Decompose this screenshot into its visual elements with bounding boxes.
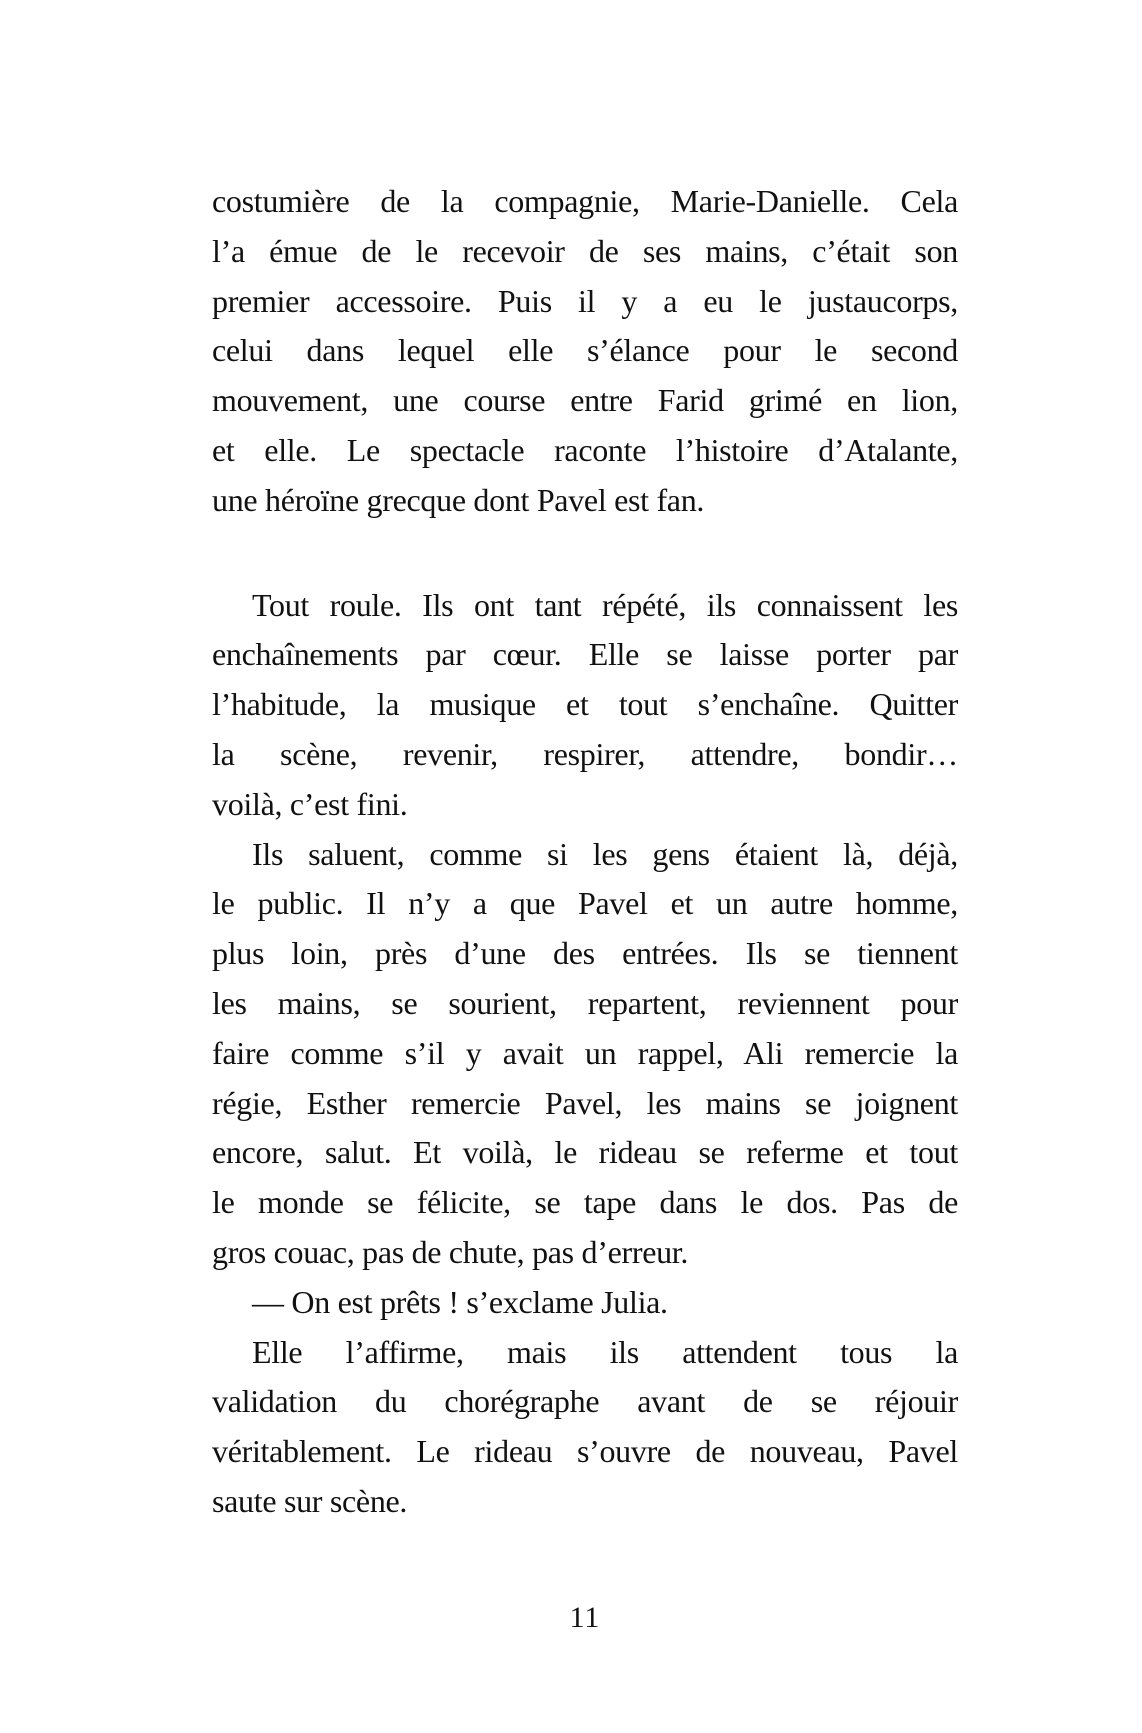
text-line: les mains, se sourient, repartent, reviennent pour [212,984,958,1021]
text-line: premier accessoire. Puis il y a eu le justaucorps, [212,282,958,319]
text-line: encore, salut. Et voilà, le rideau se referme et tout [212,1134,958,1171]
paragraph [212,1328,958,1527]
text-line: le public. Il n’y a que Pavel et un autre homme, [212,885,958,922]
paragraph [212,1278,958,1328]
text-line: voilà, c’est fini. [212,785,408,822]
text-line: et elle. Le spectacle raconte l’histoire d’Atalante, [212,431,958,468]
paragraph [212,830,958,1278]
text-line: le monde se félicite, se tape dans le dos. Pas de [212,1184,958,1221]
paragraph [212,177,958,526]
text-line: véritablement. Le rideau s’ouvre de nouveau, Pavel [212,1433,958,1470]
text-line: validation du chorégraphe avant de se réjouir [212,1383,958,1420]
page-number: 11 [569,1601,601,1634]
text-line: l’a émue de le recevoir de ses mains, c’était son [212,232,958,269]
text-line: Tout roule. Ils ont tant répété, ils connaissent les [252,586,958,623]
text-line: plus loin, près d’une des entrées. Ils se tiennent [212,935,958,972]
paragraph [212,581,958,830]
text-line: Ils saluent, comme si les gens étaient là, déjà, [252,835,958,872]
text-line: une héroïne grecque dont Pavel est fan. [212,481,705,518]
text-line: — On est prêts ! s’exclame Julia. [252,1283,668,1320]
text-block [212,177,958,1527]
text-line: la scène, revenir, respirer, attendre, bondir… [212,735,958,772]
text-line: mouvement, une course entre Farid grimé en lion, [212,382,958,419]
text-line: faire comme s’il y avait un rappel, Ali remercie la [212,1034,958,1071]
text-line: saute sur scène. [212,1482,408,1519]
text-line: régie, Esther remercie Pavel, les mains se joignent [212,1084,958,1121]
text-line: Elle l’affirme, mais ils attendent tous la [252,1333,958,1370]
text-line: gros couac, pas de chute, pas d’erreur. [212,1233,689,1270]
text-line: enchaînements par cœur. Elle se laisse porter par [212,636,958,673]
text-line: celui dans lequel elle s’élance pour le second [212,332,958,369]
text-line: costumière de la compagnie, Marie-Danielle. Cela [212,183,958,219]
text-line: l’habitude, la musique et tout s’enchaîne. Quitter [212,686,958,723]
